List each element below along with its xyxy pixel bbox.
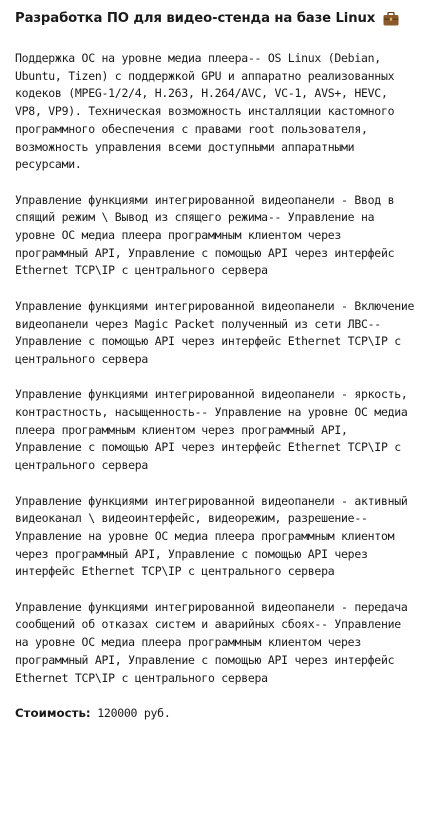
- cost-value: 120000 руб.: [97, 705, 171, 720]
- paragraph-failure-messages: Управление функциями интегрированной видеопанели - передача сообщений об отказах систем и аварийных сбоях-- Управление на уровне ОС медиа плеера программным клиентом через программный API, Управление с помощью API через интерфейс Ethernet TCP\IP с центрального сервера: [15, 599, 408, 685]
- paragraph-brightness: Управление функциями интегрированной видеопанели - яркость, контрастность, насыщенность-- Управление на уровне ОС медиа плеера программным клиентом через программный API, Управление с помощью API через интерфейс Ethernet TCP\IP с центрального сервера: [15, 387, 408, 473]
- cost-label: Стоимость:: [15, 705, 91, 720]
- cost-row: [15, 705, 417, 723]
- paragraph-os-support: Поддержка ОС на уровне медиа плеера-- OS Linux (Debian, Ubuntu, Tizen) с поддержкой GPU и аппаратно реализованных кодеков (MPEG-1/2/4, H.263, H.264/AVC, VC-1, AVS+, HEVC, VP8, VP9). Техническая возможность инсталляции кастомного программного обеспечения с правами root пользователя, возможность управления всеми доступными аппаратными ресурсами.: [15, 51, 395, 172]
- paragraph-magic-packet: Управление функциями интегрированной видеопанели - Включение видеопанели через Magic Packet полученный из сети ЛВС-- Управление с помощью API через интерфейс Ethernet TCP\IP с центрального сервера: [15, 298, 415, 366]
- post-body: [15, 50, 417, 687]
- paragraph-sleep-mode: Управление функциями интегрированной видеопанели - Ввод в спящий режим \ Вывод из спящего режима-- Управление на уровне ОС медиа плеера программным клиентом через программный API, Управление с помощью API через интерфейс Ethernet TCP\IP с центрального сервера: [15, 192, 395, 278]
- post-header: [15, 8, 417, 28]
- post-title: Разработка ПО для видео-стенда на базе Linux: [15, 10, 376, 26]
- paragraph-video-channel: Управление функциями интегрированной видеопанели - активный видеоканал \ видеоинтерфейс, видеорежим, разрешение-- Управление на уровне ОС медиа плеера программным клиентом через программный API, Управление с помощью API через интерфейс Ethernet TCP\IP с центрального сервера: [15, 493, 408, 579]
- briefcase-icon: [383, 12, 399, 26]
